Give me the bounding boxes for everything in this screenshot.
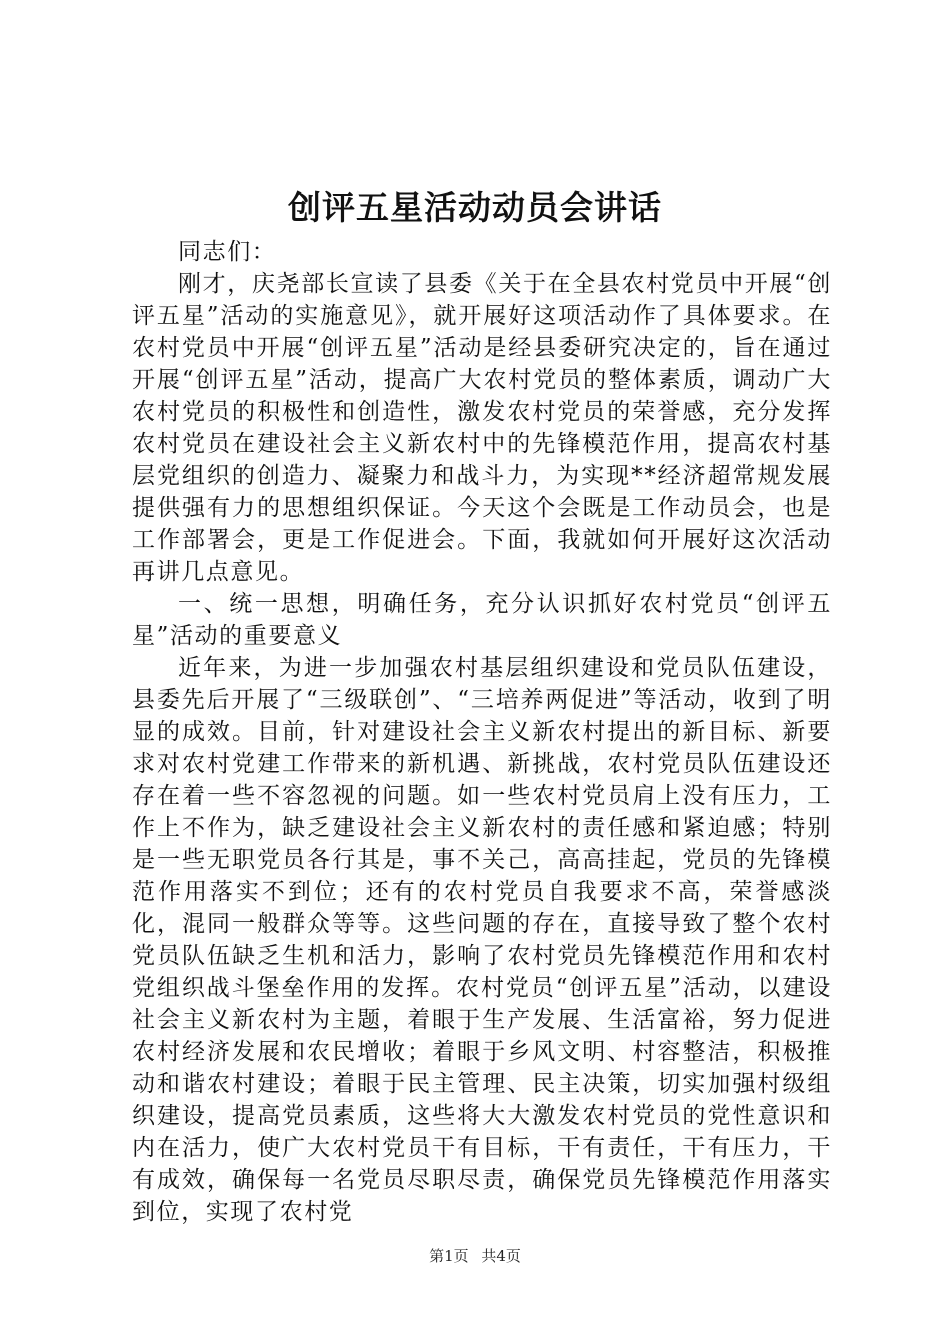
salutation-paragraph: 同志们： (178, 239, 277, 265)
page-number: 第1页 (429, 1247, 469, 1265)
page-footer (0, 1246, 950, 1266)
document-body (132, 236, 832, 1228)
body-paragraph: 近年来，为进一步加强农村基层组织建设和党员队伍建设，县委先后开展了“三级联创”、“三培养两促进”等活动，收到了明显的成效。目前，针对建设社会主义新农村提出的新目标、新要求对农村党建工作带来的新机遇、新挑战，农村党员队伍建设还存在着一些不容忽视的问题。如一些农村党员肩上没有压力，工作上不作为，缺乏建设社会主义新农村的责任感和紧迫感；特别是一些无职党员各行其是，事不关己，高高挂起，党员的先锋模范作用落实不到位；还有的农村党员自我要求不高，荣誉感淡化，混同一般群众等等。这些问题的存在，直接导致了整个农村党员队伍缺乏生机和活力，影响了农村党员先锋模范作用和农村党组织战斗堡垒作用的发挥。农村党员“创评五星”活动，以建设社会主义新农村为主题，着眼于生产发展、生活富裕，努力促进农村经济发展和农民增收；着眼于乡风文明、村容整洁，积极推动和谐农村建设；着眼于民主管理、民主决策，切实加强村级组织建设，提高党员素质，这些将大大激发农村党员的党性意识和内在活力，使广大农村党员干有目标，干有责任，干有压力，干有成效，确保每一名党员尽职尽责，确保党员先锋模范作用落实到位，实现了农村党 (132, 655, 832, 1225)
document-title: 创评五星活动动员会讲话 (288, 188, 662, 227)
page-total: 共4页 (481, 1247, 521, 1265)
intro-paragraph: 刚才，庆尧部长宣读了县委《关于在全县农村党员中开展“创评五星”活动的实施意见》，就开展好这项活动作了具体要求。在农村党员中开展“创评五星”活动是经县委研究决定的，旨在通过开展“创评五星”活动，提高广大农村党员的整体素质，调动广大农村党员的积极性和创造性，激发农村党员的荣誉感，充分发挥农村党员在建设社会主义新农村中的先锋模范作用，提高农村基层党组织的创造力、凝聚力和战斗力，为实现**经济超常规发展提供强有力的思想组织保证。今天这个会既是工作动员会，也是工作部署会，更是工作促进会。下面，我就如何开展好这次活动再讲几点意见。 (132, 271, 832, 585)
section-heading-1: 一、统一思想，明确任务，充分认识抓好农村党员“创评五星”活动的重要意义 (132, 591, 832, 649)
